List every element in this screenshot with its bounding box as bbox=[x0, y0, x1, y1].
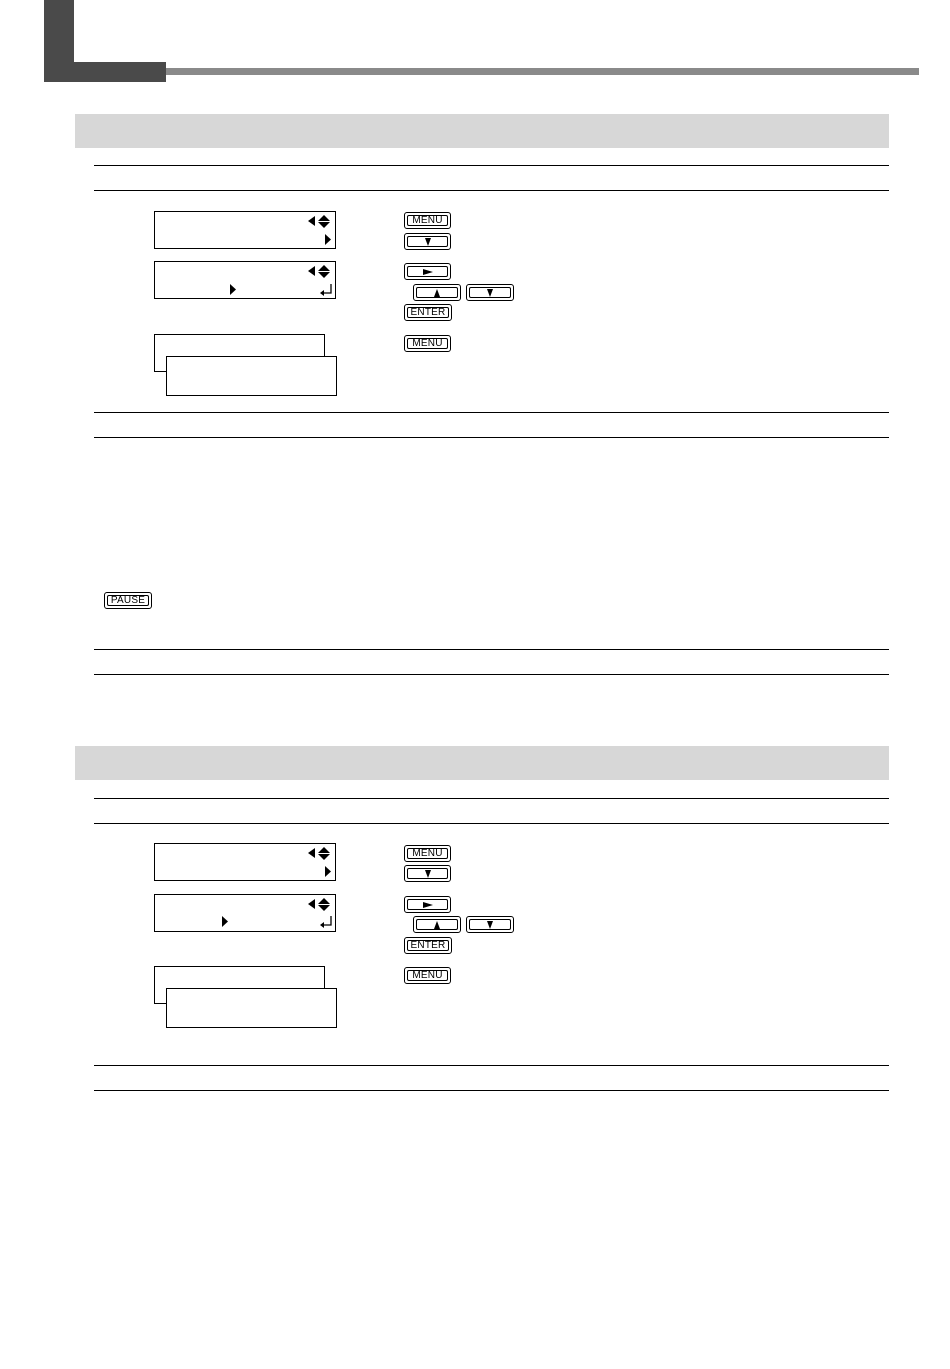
section-1-rule-3 bbox=[94, 437, 889, 438]
right-key[interactable] bbox=[404, 263, 451, 280]
lcd-display-6-front bbox=[166, 988, 337, 1028]
section-2-heading-bar bbox=[75, 746, 889, 780]
right-triangle-icon bbox=[230, 284, 236, 295]
section-1-rule-4 bbox=[94, 649, 889, 650]
section-2-rule-under-heading bbox=[94, 823, 889, 824]
left-updown-arrow-icon bbox=[155, 262, 337, 300]
menu-key[interactable]: MENU bbox=[404, 845, 451, 862]
down-arrow-icon bbox=[485, 288, 495, 298]
lcd-display-4 bbox=[154, 843, 336, 881]
lcd-display-3-front bbox=[166, 356, 337, 396]
section-2-rule-top bbox=[94, 798, 889, 799]
right-triangle-icon bbox=[222, 916, 228, 927]
down-arrow-icon bbox=[423, 237, 433, 247]
section-1-heading-bar bbox=[75, 114, 889, 148]
lcd-display-1 bbox=[154, 211, 336, 249]
section-2-rule-3 bbox=[94, 1090, 889, 1091]
right-key[interactable] bbox=[404, 896, 451, 913]
down-key[interactable] bbox=[466, 916, 514, 933]
section-1-rule-2 bbox=[94, 412, 889, 413]
chapter-tab-foot bbox=[44, 62, 166, 82]
return-arrow-icon bbox=[323, 916, 331, 925]
lcd-display-5 bbox=[154, 894, 336, 932]
right-arrow-icon bbox=[422, 900, 434, 910]
right-arrow-icon bbox=[422, 267, 434, 277]
up-key[interactable] bbox=[413, 284, 461, 301]
down-arrow-icon bbox=[423, 869, 433, 879]
return-arrow-icon bbox=[323, 284, 331, 293]
left-updown-arrow-icon bbox=[155, 895, 337, 933]
menu-key[interactable]: MENU bbox=[404, 212, 451, 229]
section-1-rule-5 bbox=[94, 674, 889, 675]
down-arrow-icon bbox=[485, 920, 495, 930]
pause-key[interactable]: PAUSE bbox=[104, 592, 152, 609]
left-updown-arrow-icon bbox=[155, 212, 337, 250]
enter-key[interactable]: ENTER bbox=[404, 304, 452, 321]
down-key[interactable] bbox=[404, 865, 451, 882]
section-1-rule-under-heading bbox=[94, 190, 889, 191]
up-arrow-icon bbox=[432, 920, 442, 930]
right-triangle-icon bbox=[325, 866, 331, 877]
menu-key[interactable]: MENU bbox=[404, 967, 451, 984]
section-2-rule-2 bbox=[94, 1065, 889, 1066]
chapter-header-rule bbox=[166, 68, 919, 75]
right-triangle-icon bbox=[325, 234, 331, 245]
left-updown-arrow-icon bbox=[155, 844, 337, 882]
up-key[interactable] bbox=[413, 916, 461, 933]
enter-key[interactable]: ENTER bbox=[404, 937, 452, 954]
down-key[interactable] bbox=[466, 284, 514, 301]
section-1-rule-top bbox=[94, 165, 889, 166]
lcd-display-2 bbox=[154, 261, 336, 299]
menu-key[interactable]: MENU bbox=[404, 335, 451, 352]
down-key[interactable] bbox=[404, 233, 451, 250]
up-arrow-icon bbox=[432, 288, 442, 298]
